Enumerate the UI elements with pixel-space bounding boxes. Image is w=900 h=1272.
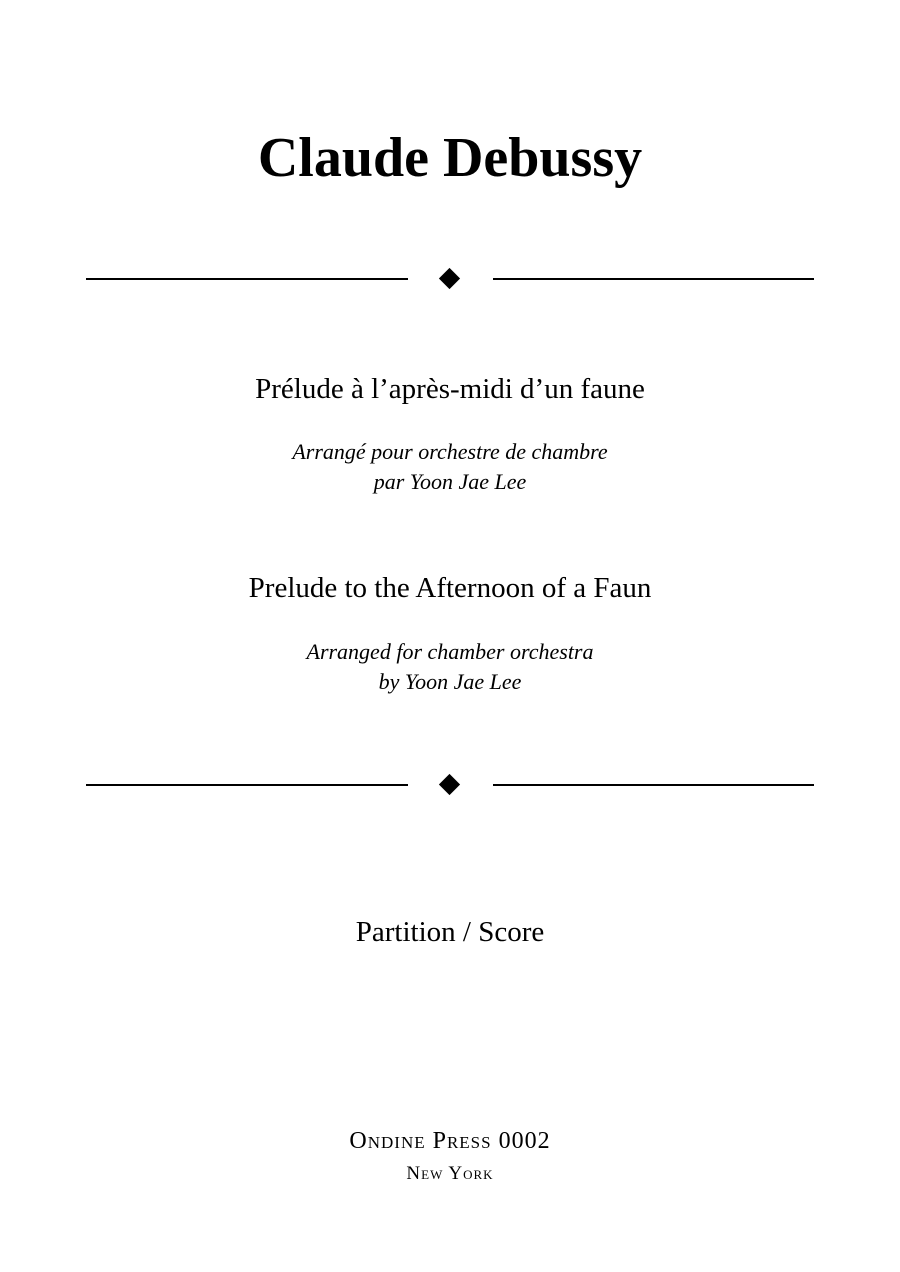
- bottom-divider: [86, 775, 814, 795]
- score-label: Partition / Score: [355, 916, 545, 948]
- divider-rule-right: [493, 278, 814, 280]
- publisher-city: New York: [406, 1163, 494, 1184]
- divider-rule-left: [86, 278, 408, 280]
- divider-rule-right: [493, 784, 814, 786]
- french-arrangement-line: Arrangé pour orchestre de chambre: [292, 439, 608, 464]
- english-arrangement-line: Arranged for chamber orchestra: [306, 639, 594, 664]
- diamond-icon: [439, 268, 460, 289]
- top-divider: [86, 269, 814, 289]
- divider-rule-left: [86, 784, 408, 786]
- english-title: Prelude to the Afternoon of a Faun: [248, 572, 652, 604]
- french-title: Prélude à l’après-midi d’un faune: [255, 373, 645, 405]
- english-arranger-credit: by Yoon Jae Lee: [378, 669, 522, 694]
- diamond-icon: [439, 774, 460, 795]
- composer-name: Claude Debussy: [257, 127, 643, 189]
- publisher-name: Ondine Press 0002: [349, 1128, 551, 1154]
- french-arranger-credit: par Yoon Jae Lee: [373, 469, 527, 494]
